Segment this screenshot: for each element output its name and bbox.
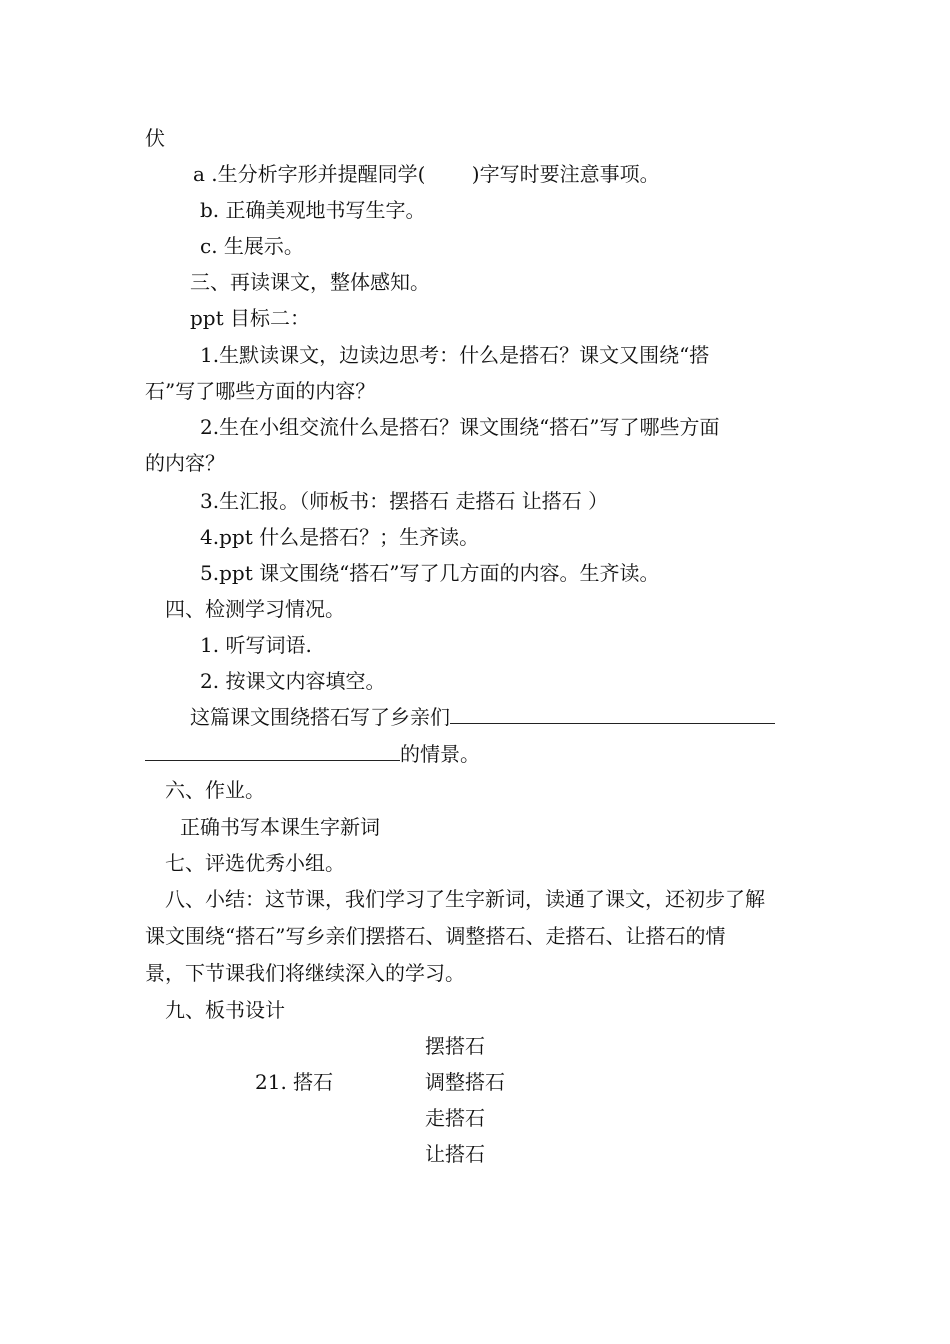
text-line: 石”写了哪些方面的内容？ [145,379,376,403]
text-line: 1. 听写词语. [200,633,312,657]
text-line: 1.生默读课文，边读边思考：什么是搭石？课文又围绕“搭 [200,343,710,367]
text-line: 的情景。 [400,742,480,766]
board-item: 走搭石 [425,1106,485,1130]
text-line: 2.生在小组交流什么是搭石？课文围绕“搭石”写了哪些方面 [200,415,720,439]
board-item: 摆搭石 [425,1034,485,1058]
text-line: 3.生汇报。（师板书：摆搭石 走搭石 让搭石 ） [200,489,609,513]
section-heading: 四、检测学习情况。 [165,597,345,621]
blank-underline [450,703,775,724]
text-line: b. 正确美观地书写生字。 [200,198,426,222]
section-heading: 八、小结：这节课，我们学习了生字新词，读通了课文，还初步了解 [165,887,765,911]
section-heading: 三、再读课文，整体感知。 [190,270,430,294]
text-line: 的内容？ [145,451,225,475]
text-line: a .生分析字形并提醒同学( )字写时要注意事项。 [193,162,660,186]
board-item: 调整搭石 [425,1070,505,1094]
section-heading: 七、评选优秀小组。 [165,851,345,875]
section-heading: 九、板书设计 [165,998,285,1022]
text-line: c. 生展示。 [200,234,304,258]
board-title: 21. 搭石 [255,1070,334,1094]
text-line: 景，下节课我们将继续深入的学习。 [145,961,465,985]
section-heading: 六、作业。 [165,778,265,802]
text-line: 4.ppt 什么是搭石？；生齐读。 [200,525,480,549]
text-line: 课文围绕“搭石”写乡亲们摆搭石、调整搭石、走搭石、让搭石的情 [145,924,726,948]
text-line: ppt 目标二： [190,306,310,330]
blank-underline [145,740,400,761]
board-item: 让搭石 [425,1142,485,1166]
text-line: 伏 [145,126,165,150]
fill-blank-line [190,703,775,731]
fill-blank-line [145,740,480,768]
text-line: 2. 按课文内容填空。 [200,669,386,693]
text-line: 这篇课文围绕搭石写了乡亲们 [190,705,450,729]
text-line: 正确书写本课生字新词 [180,815,380,839]
text-line: 5.ppt 课文围绕“搭石”写了几方面的内容。生齐读。 [200,561,660,585]
